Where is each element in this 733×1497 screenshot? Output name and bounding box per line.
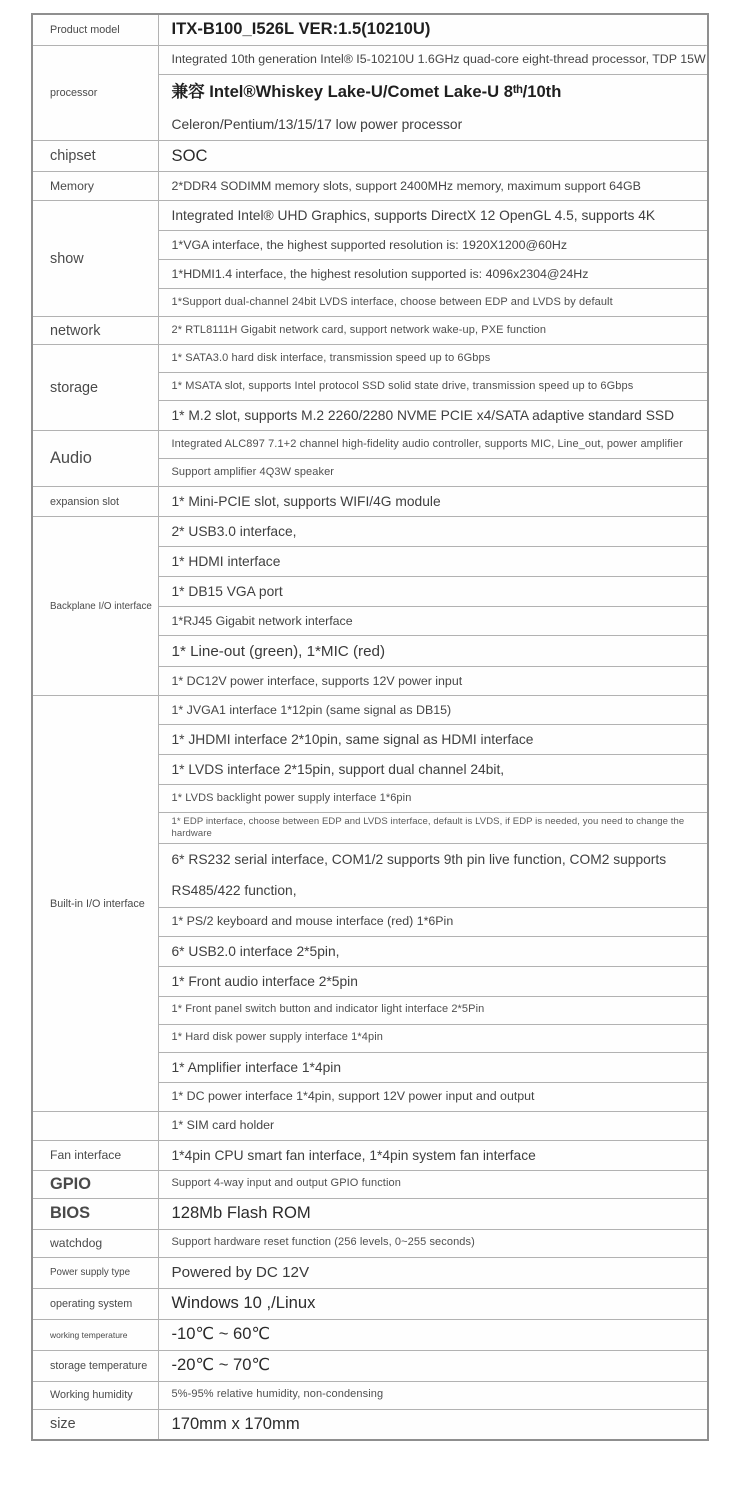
spec-row-memory	[32, 172, 708, 201]
spec-value-size	[158, 1409, 708, 1440]
spec-label-audio: Audio	[32, 431, 158, 487]
spec-row-network	[32, 317, 708, 345]
spec-value-text: 1* LVDS interface 2*15pin, support dual channel 24bit,	[171, 762, 505, 778]
spec-value-builtin-io-11	[158, 1052, 708, 1082]
spec-label-gpio: GPIO	[32, 1170, 158, 1198]
spec-value-text: 2* RTL8111H Gigabit network card, support network wake-up, PXE function	[171, 324, 547, 337]
spec-row-gpio	[32, 1170, 708, 1198]
spec-row-power-supply-type	[32, 1257, 708, 1288]
spec-value-line: 兼容 Intel®Whiskey Lake-U/Comet Lake-U 8ᵗʰ/10th	[171, 81, 562, 101]
spec-label-fan: Fan interface	[32, 1140, 158, 1170]
spec-value-text: Powered by DC 12V	[171, 1264, 310, 1282]
spec-row-product-model	[32, 14, 708, 45]
spec-value-network	[158, 317, 708, 345]
spec-row-bios	[32, 1198, 708, 1229]
spec-label-size: size	[32, 1409, 158, 1440]
spec-value-text: 1* DC12V power interface, supports 12V power input	[171, 673, 463, 688]
spec-value-text: ITX-B100_I526L VER:1.5(10210U)	[171, 19, 431, 39]
spec-value-backplane-io-4	[158, 636, 708, 667]
spec-value-memory	[158, 172, 708, 201]
spec-value-builtin-io-4	[158, 813, 708, 844]
spec-value-fan	[158, 1140, 708, 1170]
spec-value-text: -20℃ ~ 70℃	[171, 1355, 271, 1375]
spec-value-text: 1* JHDMI interface 2*10pin, same signal as HDMI interface	[171, 732, 534, 748]
spec-value-text: 1* DB15 VGA port	[171, 584, 283, 600]
spec-value-text: 1* HDMI interface	[171, 554, 281, 570]
spec-label-working-temperature: working temperature	[32, 1319, 158, 1350]
spec-value-builtin-io-6	[158, 907, 708, 936]
spec-row-audio-0	[32, 431, 708, 459]
spec-value-builtin-io-5	[158, 844, 708, 907]
spec-row-watchdog	[32, 1229, 708, 1257]
spec-label-show: show	[32, 201, 158, 317]
spec-label-builtin-io: Built-in I/O interface	[32, 696, 158, 1111]
spec-value-builtin-io-9	[158, 996, 708, 1024]
spec-label-storage: storage	[32, 345, 158, 431]
spec-value-storage-temperature	[158, 1350, 708, 1381]
spec-value-backplane-io-1	[158, 547, 708, 577]
spec-value-storage-2	[158, 401, 708, 431]
spec-value-text: -10℃ ~ 60℃	[171, 1324, 271, 1344]
spec-label-processor: processor	[32, 45, 158, 141]
spec-label-network: network	[32, 317, 158, 345]
spec-row-operating-system	[32, 1288, 708, 1319]
spec-value-chipset	[158, 141, 708, 172]
spec-value-text: Integrated 10th generation Intel® I5-10210U 1.6GHz quad-core eight-thread processor, TDP 15W	[171, 51, 706, 66]
spec-value-text: 1*VGA interface, the highest supported resolution is: 1920X1200@60Hz	[171, 237, 568, 252]
spec-value-show-2	[158, 260, 708, 289]
spec-label-power-supply-type: Power supply type	[32, 1257, 158, 1288]
spec-row-sim	[32, 1111, 708, 1140]
spec-label-backplane-io: Backplane I/O interface	[32, 517, 158, 696]
spec-value-text: 1* Front panel switch button and indicator light interface 2*5Pin	[171, 1003, 485, 1016]
spec-value-line: 6* RS232 serial interface, COM1/2 supports 9th pin live function, COM2 supports	[171, 852, 667, 868]
spec-row-working-humidity	[32, 1381, 708, 1409]
spec-value-line: Celeron/Pentium/13/15/17 low power processor	[171, 117, 463, 133]
spec-value-product-model	[158, 14, 708, 45]
spec-value-text: 170mm x 170mm	[171, 1414, 300, 1434]
spec-label-memory: Memory	[32, 172, 158, 201]
spec-row-size	[32, 1409, 708, 1440]
spec-sheet	[31, 13, 709, 1441]
spec-value-text: 1* JVGA1 interface 1*12pin (same signal as DB15)	[171, 702, 452, 717]
spec-label-bios: BIOS	[32, 1198, 158, 1229]
spec-value-text: 1*4pin CPU smart fan interface, 1*4pin system fan interface	[171, 1147, 536, 1163]
spec-value-gpio	[158, 1170, 708, 1198]
spec-row-backplane-io-0	[32, 517, 708, 547]
spec-value-text: 1* Line-out (green), 1*MIC (red)	[171, 642, 386, 660]
spec-value-builtin-io-10	[158, 1024, 708, 1052]
spec-row-fan	[32, 1140, 708, 1170]
spec-value-line: RS485/422 function,	[171, 883, 297, 899]
spec-value-text: SOC	[171, 146, 208, 166]
spec-value-text: 1* M.2 slot, supports M.2 2260/2280 NVME PCIE x4/SATA adaptive standard SSD	[171, 408, 675, 424]
spec-value-text: 1* SATA3.0 hard disk interface, transmission speed up to 6Gbps	[171, 352, 491, 365]
spec-value-builtin-io-7	[158, 936, 708, 966]
spec-value-text: 1* Hard disk power supply interface 1*4pin	[171, 1031, 383, 1044]
spec-label-working-humidity: Working humidity	[32, 1381, 158, 1409]
spec-row-expansion-slot	[32, 487, 708, 517]
spec-value-working-temperature	[158, 1319, 708, 1350]
spec-value-text: 2* USB3.0 interface,	[171, 524, 297, 540]
spec-value-text: 1* MSATA slot, supports Intel protocol SSD solid state drive, transmission speed up to 6Gbps	[171, 380, 634, 393]
spec-label-chipset: chipset	[32, 141, 158, 172]
spec-table	[31, 13, 709, 1441]
spec-value-text: 2*DDR4 SODIMM memory slots, support 2400MHz memory, maximum support 64GB	[171, 178, 641, 193]
spec-value-processor-1	[158, 74, 708, 141]
spec-value-text: 6* USB2.0 interface 2*5pin,	[171, 943, 340, 959]
spec-row-chipset	[32, 141, 708, 172]
spec-value-builtin-io-8	[158, 966, 708, 996]
spec-value-text: 1*HDMI1.4 interface, the highest resolution supported is: 4096x2304@24Hz	[171, 266, 589, 281]
spec-value-sim	[158, 1111, 708, 1140]
spec-value-expansion-slot	[158, 487, 708, 517]
spec-value-watchdog	[158, 1229, 708, 1257]
spec-value-text: 1* SIM card holder	[171, 1117, 275, 1132]
spec-value-text: 1* EDP interface, choose between EDP and LVDS interface, default is LVDS, if EDP is needed, you need to change the hardware	[171, 816, 685, 840]
spec-value-backplane-io-2	[158, 577, 708, 607]
spec-value-text: 1*Support dual-channel 24bit LVDS interface, choose between EDP and LVDS by default	[171, 296, 613, 309]
spec-value-builtin-io-2	[158, 755, 708, 785]
spec-value-storage-1	[158, 373, 708, 401]
spec-value-processor-0	[158, 45, 708, 74]
spec-value-text: 1* Mini-PCIE slot, supports WIFI/4G module	[171, 494, 441, 510]
spec-value-builtin-io-0	[158, 696, 708, 725]
spec-value-text: Support amplifier 4Q3W speaker	[171, 466, 335, 479]
spec-value-storage-0	[158, 345, 708, 373]
spec-value-text: Integrated Intel® UHD Graphics, supports DirectX 12 OpenGL 4.5, supports 4K	[171, 208, 656, 224]
spec-value-text: 1* PS/2 keyboard and mouse interface (red) 1*6Pin	[171, 913, 454, 928]
spec-row-processor-0	[32, 45, 708, 74]
spec-value-audio-1	[158, 459, 708, 487]
spec-value-text: 1*RJ45 Gigabit network interface	[171, 613, 353, 628]
spec-row-storage-temperature	[32, 1350, 708, 1381]
spec-label-expansion-slot: expansion slot	[32, 487, 158, 517]
spec-value-text: 1* Front audio interface 2*5pin	[171, 973, 358, 989]
spec-value-operating-system	[158, 1288, 708, 1319]
spec-value-show-1	[158, 231, 708, 260]
spec-label-watchdog: watchdog	[32, 1229, 158, 1257]
spec-row-show-0	[32, 201, 708, 231]
spec-label-sim	[32, 1111, 158, 1140]
spec-label-product-model: Product model	[32, 14, 158, 45]
spec-value-show-3	[158, 289, 708, 317]
spec-table-body	[32, 14, 708, 1440]
spec-value-show-0	[158, 201, 708, 231]
spec-value-builtin-io-3	[158, 785, 708, 813]
spec-value-bios	[158, 1198, 708, 1229]
spec-value-power-supply-type	[158, 1257, 708, 1288]
spec-value-text: 1* DC power interface 1*4pin, support 12V power input and output	[171, 1088, 535, 1103]
spec-value-text: Support 4-way input and output GPIO function	[171, 1177, 401, 1190]
spec-value-working-humidity	[158, 1381, 708, 1409]
spec-value-text: Support hardware reset function (256 levels, 0~255 seconds)	[171, 1236, 475, 1249]
spec-value-text: Integrated ALC897 7.1+2 channel high-fidelity audio controller, supports MIC, Line_out, power amplifier	[171, 438, 683, 451]
spec-value-text: 5%-95% relative humidity, non-condensing	[171, 1388, 384, 1401]
spec-value-builtin-io-1	[158, 725, 708, 755]
spec-value-audio-0	[158, 431, 708, 459]
spec-value-backplane-io-5	[158, 667, 708, 696]
spec-label-storage-temperature: storage temperature	[32, 1350, 158, 1381]
spec-value-text: 128Mb Flash ROM	[171, 1203, 311, 1223]
spec-row-storage-0	[32, 345, 708, 373]
spec-value-text: 1* LVDS backlight power supply interface 1*6pin	[171, 792, 412, 805]
spec-value-text: Windows 10 ,/Linux	[171, 1293, 316, 1313]
spec-value-builtin-io-12	[158, 1082, 708, 1111]
spec-row-working-temperature	[32, 1319, 708, 1350]
spec-value-text: 1* Amplifier interface 1*4pin	[171, 1059, 341, 1075]
spec-value-backplane-io-0	[158, 517, 708, 547]
spec-value-backplane-io-3	[158, 607, 708, 636]
spec-label-operating-system: operating system	[32, 1288, 158, 1319]
spec-row-builtin-io-0	[32, 696, 708, 725]
